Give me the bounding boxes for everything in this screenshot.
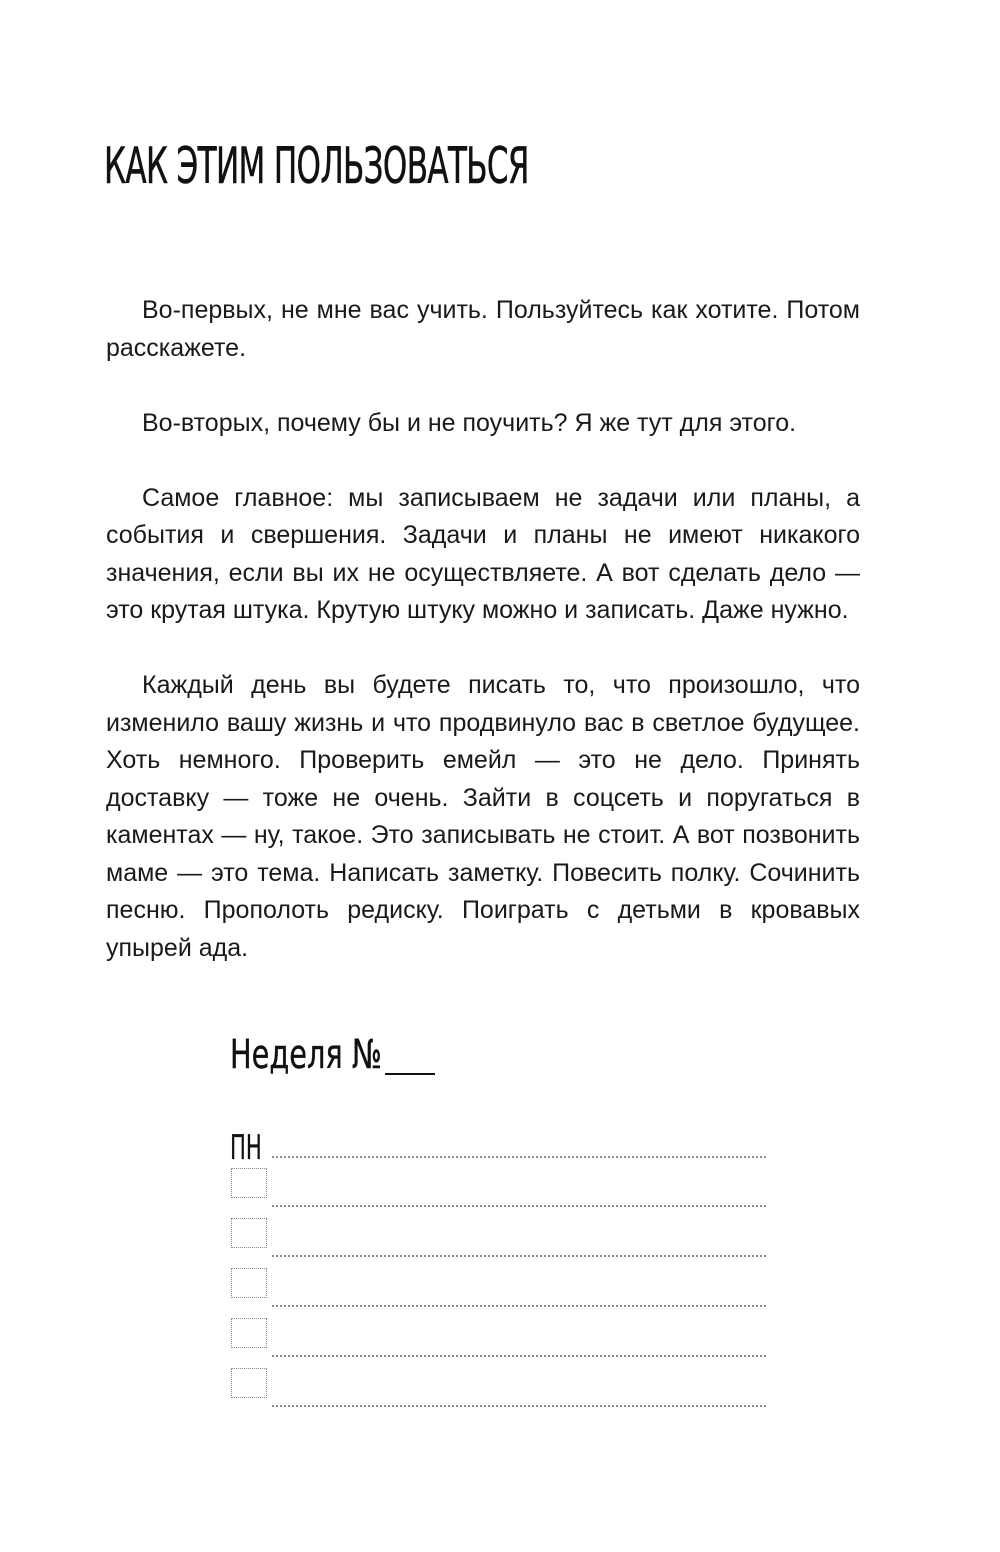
page-title: КАК ЭТИМ ПОЛЬЗОВАТЬСЯ xyxy=(104,137,529,195)
day-heading-line xyxy=(272,1156,766,1158)
paragraph-2: Во-вторых, почему бы и не поучить? Я же тут для этого. xyxy=(142,408,797,437)
task-line xyxy=(272,1255,766,1257)
week-number-blank xyxy=(385,1073,435,1075)
week-label: Неделя № xyxy=(230,1032,382,1078)
task-line xyxy=(272,1305,766,1307)
paragraph-1: Во-первых, не мне вас учить. Пользуйтесь как хотите. Потом расскажете. xyxy=(106,296,860,362)
day-label-monday: ПН xyxy=(230,1128,262,1168)
paragraph-4: Каждый день вы будете писать то, что произошло, что изменило вашу жизнь и что продвинуло вас в светлое будущее. Хоть немного. Проверить емейл — это не дело. Принять доставку — тоже не очень. Зайти в соцсеть и поругаться в каментах — ну, такое. Это записывать не стоит. А вот позвонить маме — это тема. Написать заметку. Повесить полку. Сочинить песню. Прополоть редиску. Поиграть с детьми в кровавых упырей ада. xyxy=(106,671,860,962)
task-checkbox xyxy=(231,1218,267,1248)
task-checkbox xyxy=(231,1368,267,1398)
task-checkbox xyxy=(231,1268,267,1298)
task-line xyxy=(272,1405,766,1407)
task-checkbox xyxy=(231,1168,267,1198)
task-line xyxy=(272,1205,766,1207)
week-number-heading xyxy=(230,1030,441,1080)
body-text xyxy=(106,292,860,967)
task-line xyxy=(272,1355,766,1357)
paragraph-3: Самое главное: мы записываем не задачи или планы, а события и свершения. Задачи и планы не имеют никакого значения, если вы их не осуществляете. А вот сделать дело — это крутая штука. Крутую штуку можно и записать. Даже нужно. xyxy=(106,483,860,624)
task-checkbox xyxy=(231,1318,267,1348)
